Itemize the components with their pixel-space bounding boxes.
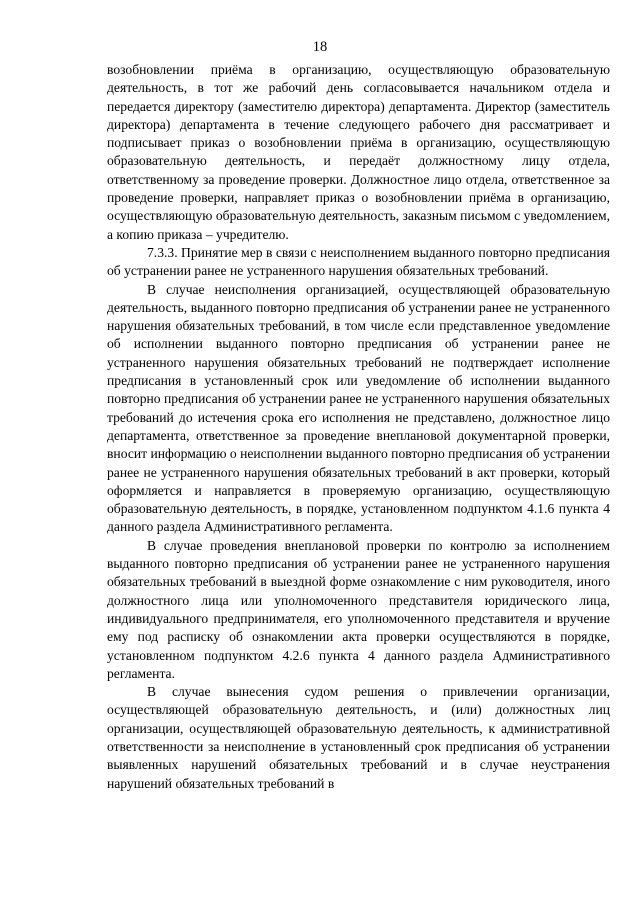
paragraph-court-decision: В случае вынесения судом решения о привлечении организации, осуществляющей образовательную деятельность, и (или) должностных лиц организации, осуществляющей образовательную деятельность, к административной ответственности за неисполнение в установленный срок предписания об устранении выявленных нарушений обязательных требований и в случае неустранения нарушений обязательных требований в — [107, 684, 610, 791]
page-number: 18 — [312, 39, 328, 55]
document-body — [107, 61, 610, 793]
paragraph-continuation: возобновлении приёма в организацию, осуществляющую образовательную деятельность, в тот же рабочий день согласовывается начальником отдела и передается директору (заместителю директора) департамента. Директор (заместитель директора) департамента в течение следующего рабочего дня рассматривает и подписывает приказ о возобновлении приёма в организацию, осуществляющую образовательную деятельность, и передаёт должностному лицу отдела, ответственному за проведение проверки. Должностное лицо отдела, ответственное за проведение проверки, направляет приказ о возобновлении приёма в организацию, осуществляющую образовательную деятельность, заказным письмом с уведомлением, а копию приказа – учредителю. — [107, 62, 610, 242]
paragraph-onsite-inspection: В случае проведения внеплановой проверки по контролю за исполнением выданного повторно предписания об устранении ранее не устраненного нарушения обязательных требований в выездной форме ознакомление с ним руководителя, иного должностного лица или уполномоченного представителя юридического лица, индивидуального предпринимателя, его уполномоченного представителя и вручение ему под расписку об ознакомлении акта проверки осуществляются в порядке, установленном подпунктом 4.2.6 пункта 4 данного раздела Административного регламента. — [107, 537, 610, 681]
paragraph-nonfulfillment: В случае неисполнения организацией, осуществляющей образовательную деятельность, выданного повторно предписания об устранении ранее не устраненного нарушения обязательных требований, в том числе если представленное уведомление об исполнении выданного повторно предписания об устранении ранее не устраненного нарушения обязательных требований не подтверждает исполнение предписания в установленный срок или уведомление об исполнении выданного повторно предписания об устранении ранее не устраненного нарушения обязательных требований до истечения срока его исполнения не представлено, должностное лицо департамента, ответственное за проведение внеплановой документарной проверки, вносит информацию о неисполнении выданного повторно предписания об устранении ранее не устраненного нарушения обязательных требований в акт проверки, который оформляется и направляется в проверяемую организацию, осуществляющую образовательную деятельность, в порядке, установленном подпунктом 4.1.6 пункта 4 данного раздела Административного регламента. — [107, 281, 610, 535]
paragraph-section-7-3-3-heading: 7.3.3. Принятие мер в связи с неисполнением выданного повторно предписания об устранении ранее не устраненного нарушения обязательных требований. — [107, 244, 610, 279]
